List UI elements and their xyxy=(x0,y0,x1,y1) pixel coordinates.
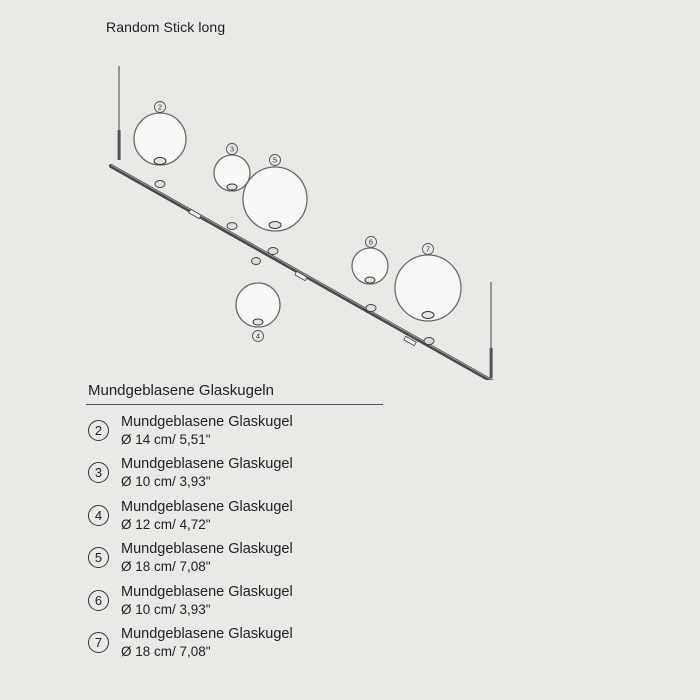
glass-globes xyxy=(134,113,461,327)
globe-label: 2 xyxy=(157,102,163,112)
globe-cap xyxy=(269,222,281,229)
item-number-badge: 4 xyxy=(88,505,109,526)
item-name: Mundgeblasene Glaskugel xyxy=(121,414,293,430)
cable-sleeve-right xyxy=(490,348,493,378)
item-name: Mundgeblasene Glaskugel xyxy=(121,498,293,515)
item-number-badge: 7 xyxy=(88,632,109,653)
item-number-badge: 5 xyxy=(88,547,109,568)
item-size: Ø 18 cm/ 7,08" xyxy=(121,559,211,575)
item-name: Mundgeblasene Glaskugel xyxy=(121,541,293,558)
globe-mount xyxy=(424,338,434,345)
globe-label: 3 xyxy=(229,144,235,154)
globe-mount xyxy=(252,258,261,265)
item-number-badge: 6 xyxy=(88,590,109,611)
item-number-badge: 3 xyxy=(88,462,109,483)
globe-mount xyxy=(268,248,278,255)
globe-cap xyxy=(422,312,434,319)
item-name: Mundgeblasene Glaskugel xyxy=(121,583,293,600)
item-size: Ø 10 cm/ 3,93" xyxy=(121,601,211,617)
globe-label: 6 xyxy=(368,237,374,247)
legend-heading: Mundgeblasene Glaskugeln xyxy=(88,382,274,399)
item-name: Mundgeblasene Glaskugel xyxy=(121,625,293,642)
globe-cap xyxy=(253,319,263,325)
page-title: Random Stick long xyxy=(106,19,226,35)
item-number-badge: 2 xyxy=(88,420,109,441)
globe-label: 7 xyxy=(425,244,431,254)
globe-mount xyxy=(227,223,237,230)
item-size: Ø 14 cm/ 5,51" xyxy=(121,432,211,447)
stick-joint xyxy=(189,209,201,218)
legend-divider xyxy=(86,404,383,405)
item-size: Ø 18 cm/ 7,08" xyxy=(121,643,211,659)
item-size: Ø 10 cm/ 3,93" xyxy=(121,474,211,490)
globe-cap xyxy=(227,184,237,190)
item-size: Ø 12 cm/ 4,72" xyxy=(121,516,211,532)
cable-sleeve-left xyxy=(118,130,121,160)
globe-label: 4 xyxy=(255,331,261,341)
globe-mount xyxy=(366,305,376,312)
globe-mount xyxy=(155,181,165,188)
globe-cap xyxy=(365,277,375,283)
globe-label: 5 xyxy=(272,155,278,165)
globe-cap xyxy=(154,158,166,165)
item-name: Mundgeblasene Glaskugel xyxy=(121,456,293,473)
